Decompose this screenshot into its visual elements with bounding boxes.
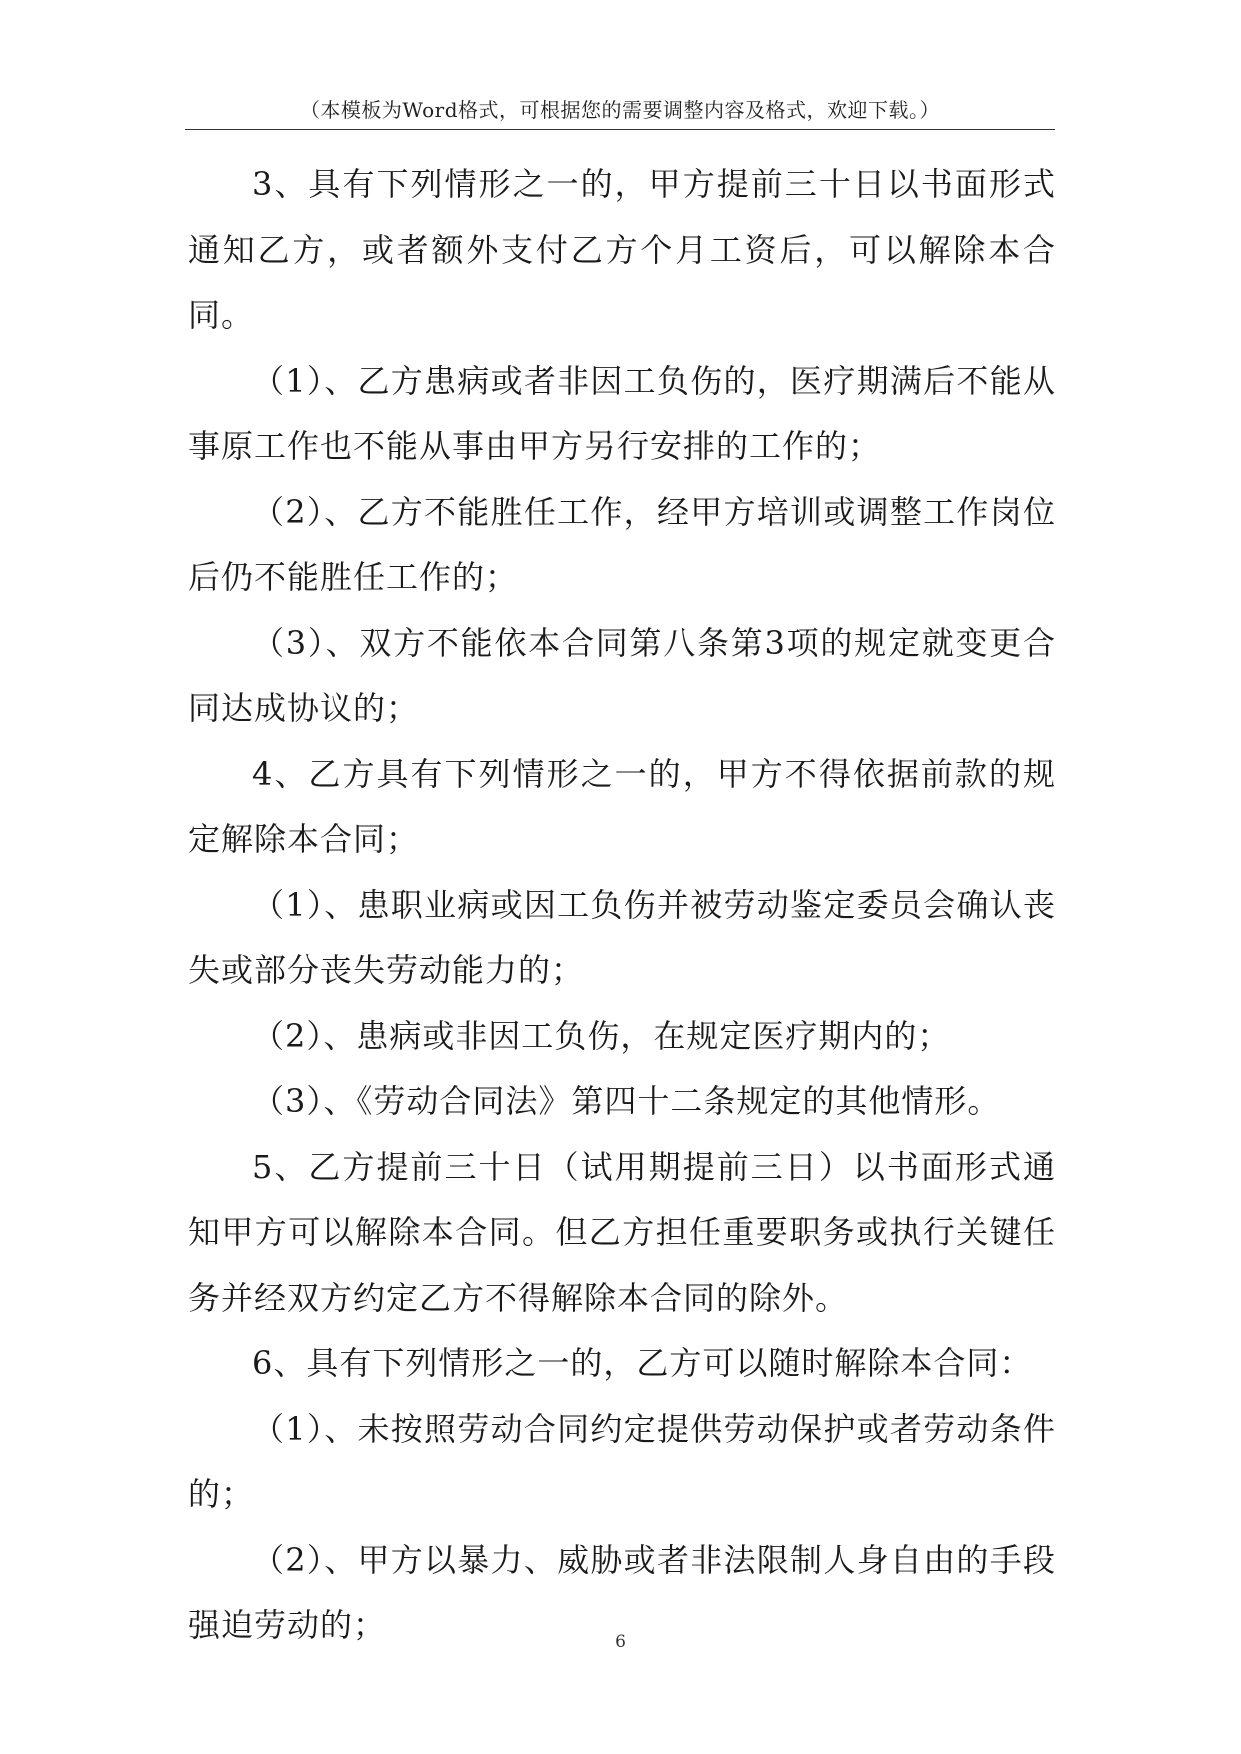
paragraph-clause-3-item-3: （3）、双方不能依本合同第八条第3项的规定就变更合同达成协议的； (188, 623, 1056, 727)
paragraph-clause-4-item-2: （2）、患病或非因工负伤，在规定医疗期内的； (252, 1016, 951, 1055)
header-divider (185, 129, 1055, 130)
paragraph-clause-4: 4、乙方具有下列情形之一的，甲方不得依据前款的规定解除本合同； (188, 754, 1056, 858)
paragraph-clause-6-item-2: （2）、甲方以暴力、威胁或者非法限制人身自由的手段强迫劳动的； (188, 1540, 1056, 1644)
paragraph-clause-3-item-1: （1）、乙方患病或者非因工负伤的，医疗期满后不能从事原工作也不能从事由甲方另行安排的工作的； (188, 361, 1056, 465)
paragraph-clause-4-item-3: （3）、《劳动合同法》第四十二条规定的其他情形。 (252, 1082, 1001, 1120)
page-header-note: （本模板为Word格式，可根据您的需要调整内容及格式，欢迎下载。） (299, 98, 941, 122)
paragraph-clause-3-item-2: （2）、乙方不能胜任工作，经甲方培训或调整工作岗位后仍不能胜任工作的； (188, 492, 1056, 596)
page-number: 6 (615, 1632, 626, 1652)
document-body (188, 152, 1056, 1659)
paragraph-clause-6-item-1: （1）、未按照劳动合同约定提供劳动保护或者劳动条件的； (188, 1409, 1056, 1513)
paragraph-clause-6: 6、具有下列情形之一的，乙方可以随时解除本合同： (252, 1344, 1033, 1382)
paragraph-clause-3: 3、具有下列情形之一的，甲方提前三十日以书面形式通知乙方，或者额外支付乙方个月工资后，可以解除本合同。 (188, 165, 1056, 334)
paragraph-clause-4-item-1: （1）、患职业病或因工负伤并被劳动鉴定委员会确认丧失或部分丧失劳动能力的； (188, 885, 1056, 989)
paragraph-clause-5: 5、乙方提前三十日（试用期提前三日）以书面形式通知甲方可以解除本合同。但乙方担任重要职务或执行关键任务并经双方约定乙方不得解除本合同的除外。 (188, 1147, 1056, 1317)
